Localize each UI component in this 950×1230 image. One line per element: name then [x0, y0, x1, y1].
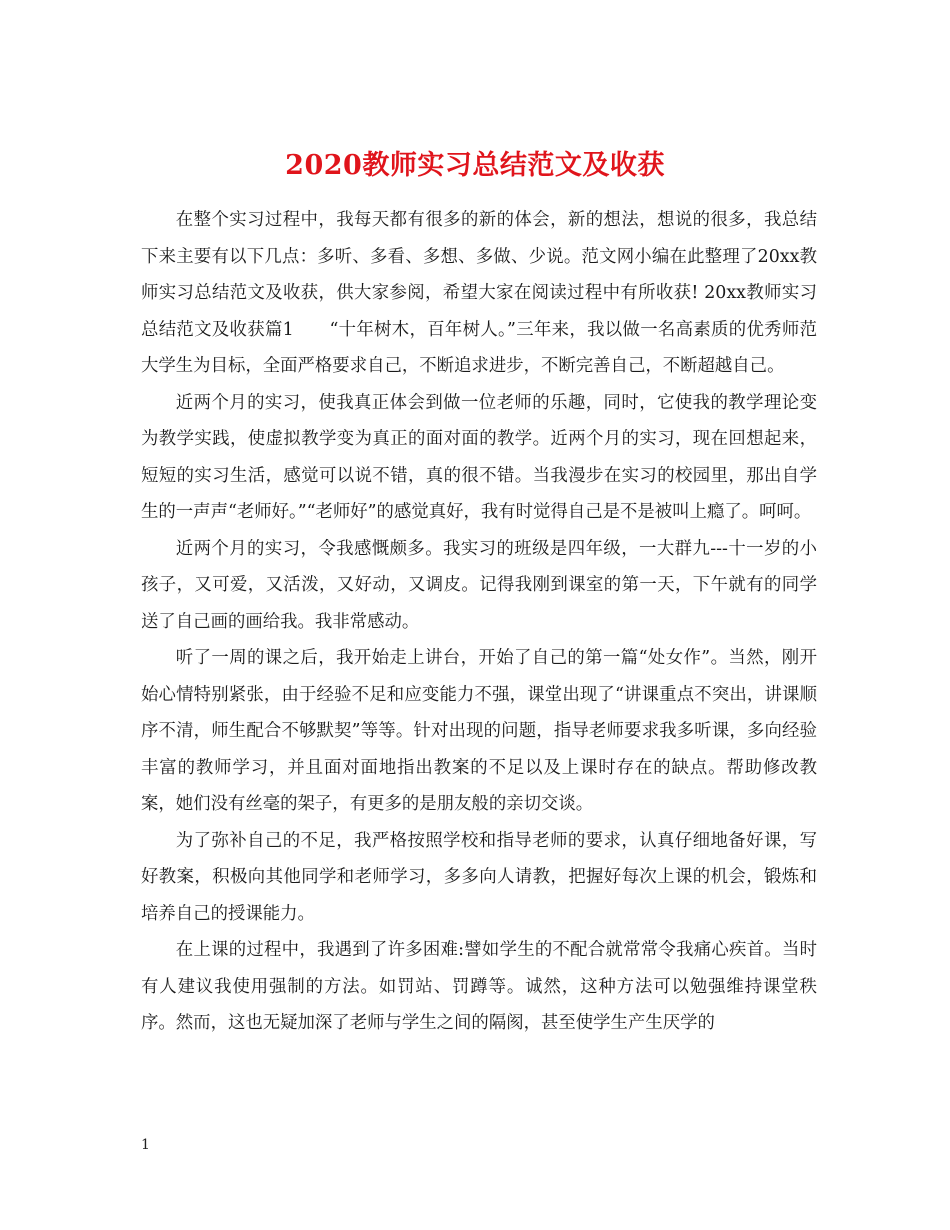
- paragraph-5: 为了弥补自己的不足，我严格按照学校和指导老师的要求，认真仔细地备好课，写好教案，积极向其他同学和老师学习，多多向人请教，把握好每次上课的机会，锻炼和培养自己的授课能力。: [141, 830, 817, 924]
- page-number: 1: [141, 1137, 150, 1153]
- paragraph-6: 在上课的过程中，我遇到了许多困难:譬如学生的不配合就常常令我痛心疾首。当时有人建议我使用强制的方法。如罚站、罚蹲等。诚然，这种方法可以勉强维持课堂秩序。然而，这也无疑加深了老师与学生之间的隔阂，甚至使学生产生厌学的: [141, 940, 817, 1033]
- page-title: 2020教师实习总结范文及收获: [285, 150, 665, 182]
- paragraph-2: 近两个月的实习，使我真正体会到做一位老师的乐趣，同时，它使我的教学理论变为教学实践，使虚拟教学变为真正的面对面的教学。近两个月的实习，现在回想起来，短短的实习生活，感觉可以说不错，真的很不错。当我漫步在实习的校园里，那出自学生的一声声“老师好。”“老师好”的感觉真好，我有时觉得自己是不是被叫上瘾了。呵呵。: [141, 392, 817, 522]
- paragraph-4: 听了一周的课之后，我开始走上讲台，开始了自己的第一篇“处女作”。当然，刚开始心情特别紧张，由于经验不足和应变能力不强，课堂出现了“讲课重点不突出，讲课顺序不清，师生配合不够默契”等等。针对出现的问题，指导老师要求我多听课，多向经验丰富的教师学习，并且面对面地指出教案的不足以及上课时存在的缺点。帮助修改教案，她们没有丝毫的架子，有更多的是朋友般的亲切交谈。: [141, 648, 817, 814]
- paragraph-1: 在整个实习过程中，我每天都有很多的新的体会，新的想法，想说的很多，我总结下来主要有以下几点：多听、多看、多想、多做、少说。范文网小编在此整理了20xx教师实习总结范文及收获，供大家参阅，希望大家在阅读过程中有所收获! 20xx教师实习总结范文及收获篇1 “十年树木，百年树人。”三年来，我以做一名高素质的优秀师范大学生为目标，全面严格要求自己，不断追求进步，不断完善自己，不断超越自己。: [141, 210, 817, 376]
- paragraph-3: 近两个月的实习，令我感慨颇多。我实习的班级是四年级，一大群九---十一岁的小孩子，又可爱，又活泼，又好动，又调皮。记得我刚到课室的第一天，下午就有的同学送了自己画的画给我。我非常感动。: [141, 538, 817, 632]
- document-body: [141, 202, 817, 1042]
